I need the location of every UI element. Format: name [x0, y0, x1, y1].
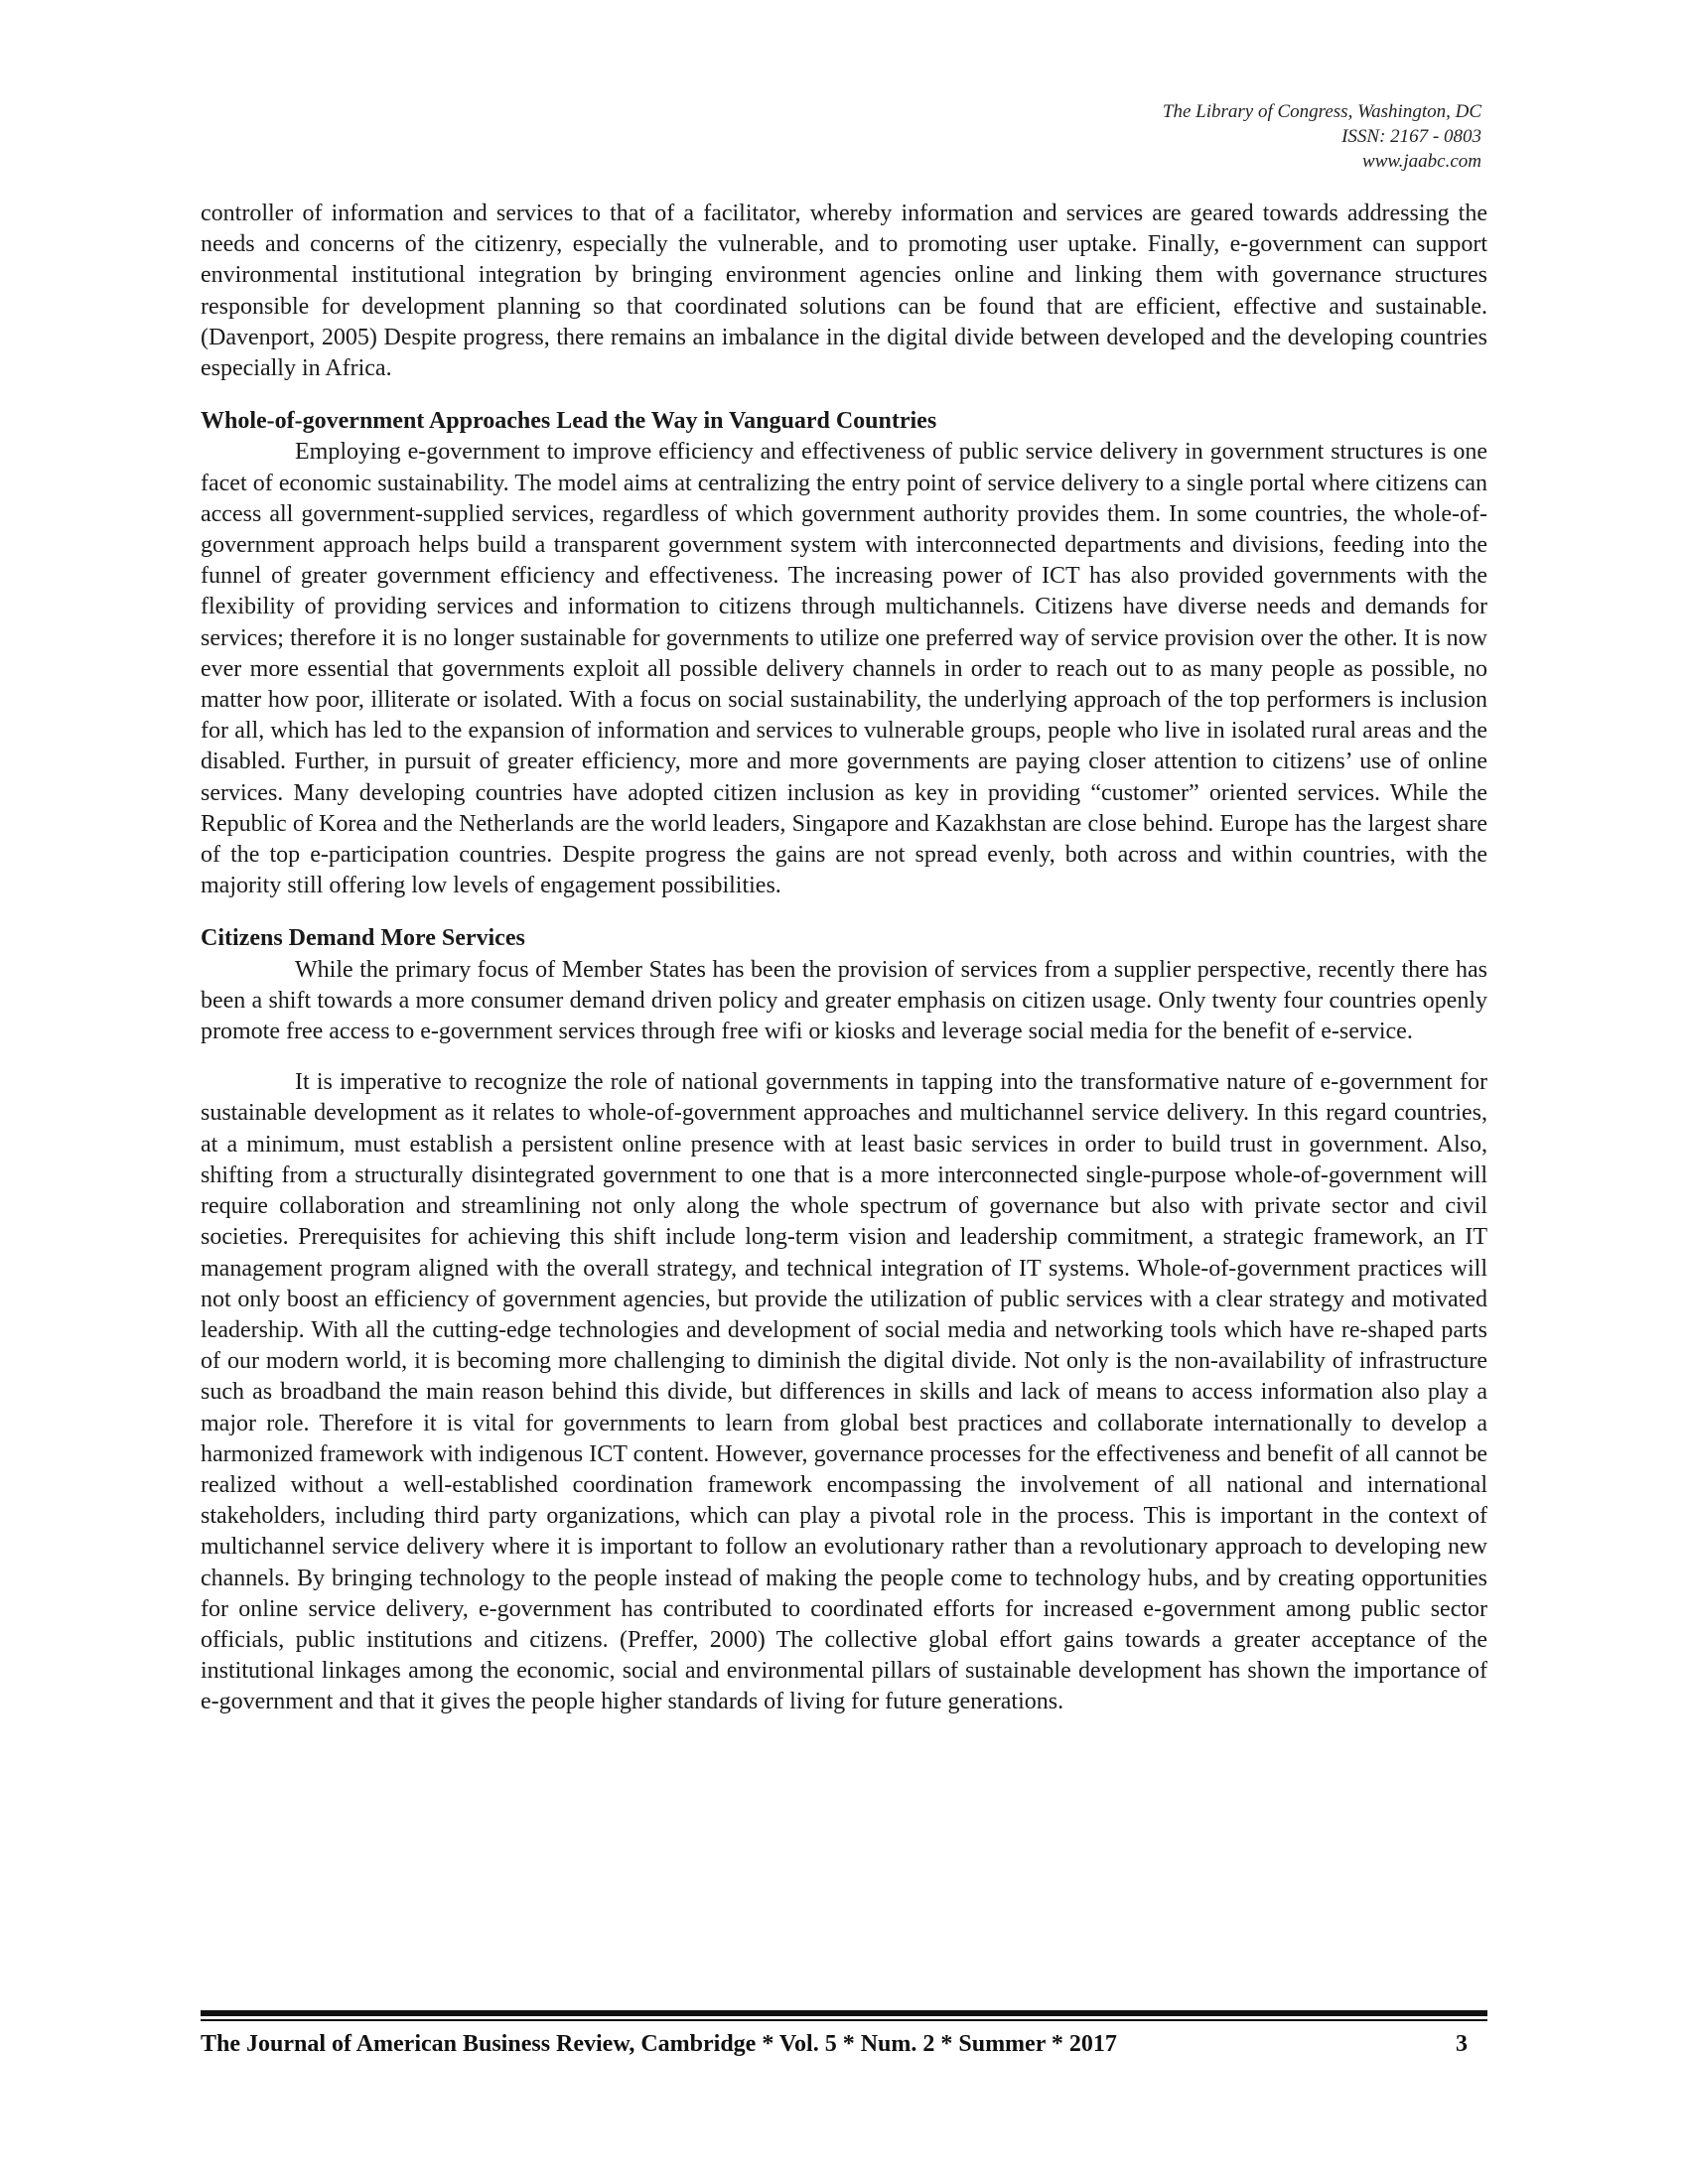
paragraph-national-governments: It is imperative to recognize the role of national governments in tapping into the transformative nature of e-government for sustainable development as it relates to whole-of-government approaches and multichannel service delivery. In this regard countries, at a minimum, must establish a persistent online presence with at least basic services in order to build trust in government. Also, shifting from a structurally disintegrated government to one that is a more interconnected single-purpose whole-of-government will require collaboration and streamlining not only along the whole spectrum of governance but also with private sector and civil societies. Prerequisites for achieving this shift include long-term vision and leadership commitment, a strategic framework, an IT management program aligned with the overall strategy, and technical integration of IT systems. Whole-of-government practices will not only boost an efficiency of government agencies, but provide the utilization of public services with a clear strategy and motivated leadership. With all the cutting-edge technologies and development of social media and networking tools which have re-shaped parts of our modern world, it is becoming more challenging to diminish the digital divide. Not only is the non-availability of infrastructure such as broadband the main reason behind this divide, but differences in skills and lack of means to access information also play a major role. Therefore it is vital for governments to learn from global best practices and collaborate internationally to develop a harmonized framework with indigenous ICT content. However, governance processes for the effectiveness and benefit of all cannot be realized without a well-established coordination framework encompassing the involvement of all national and international stakeholders, including third party organizations, which can play a pivotal role in the process. This is important in the context of multichannel service delivery where it is important to follow an evolutionary rather than a revolutionary approach to developing new channels. By bringing technology to the people instead of making the people come to technology hubs, and by creating opportunities for online service delivery, e-government has contributed to coordinated efforts for increased e-government among public sector officials, public institutions and citizens. (Preffer, 2000) The collective global effort gains towards a greater acceptance of the institutional linkages among the economic, social and environmental pillars of sustainable development has shown the importance of e-government and that it gives the people higher standards of living for future generations.: [201, 1069, 1487, 1715]
footer-rule-thin: [201, 2019, 1487, 2021]
page-number: 3: [1456, 2031, 1468, 2057]
paragraph-continued: controller of information and services to that of a facilitator, whereby information and services are geared towards addressing the needs and concerns of the citizenry, especially the vulnerable, and to promoting user uptake. Finally, e-government can support environmental institutional integration by bringing environment agencies online and linking them with governance structures responsible for development planning so that coordinated solutions can be found that are efficient, effective and sustainable. (Davenport, 2005) Despite progress, there remains an imbalance in the digital divide between developed and the developing countries especially in Africa.: [201, 201, 1487, 382]
running-header: [1163, 99, 1481, 174]
footer-journal-info: The Journal of American Business Review, Cambridge * Vol. 5 * Num. 2 * Summer * 2017: [201, 2031, 1117, 2057]
section-heading-whole-of-government: Whole-of-government Approaches Lead the Way in Vanguard Countries: [201, 408, 937, 435]
header-issn: ISSN: 2167 - 0803: [1341, 126, 1481, 147]
paragraph-citizens-demand: While the primary focus of Member States has been the provision of services from a supplier perspective, recently there has been a shift towards a more consumer demand driven policy and greater emphasis on citizen usage. Only twenty four countries openly promote free access to e-government services through free wifi or kiosks and leverage social media for the benefit of e-service.: [201, 956, 1487, 1045]
header-website: www.jaabc.com: [1362, 151, 1481, 172]
section-heading-citizens-demand: Citizens Demand More Services: [201, 925, 525, 952]
header-publisher: The Library of Congress, Washington, DC: [1162, 101, 1481, 122]
running-footer: [201, 2029, 1487, 2059]
article-body: [201, 199, 1487, 1718]
footer-rule-thick: [201, 2010, 1487, 2016]
paragraph-whole-of-government: Employing e-government to improve efficiency and effectiveness of public service delivery in government structures is one facet of economic sustainability. The model aims at centralizing the entry point of service delivery to a single portal where citizens can access all government-supplied services, regardless of which government authority provides them. In some countries, the whole-of-government approach helps build a transparent government system with interconnected departments and divisions, feeding into the funnel of greater government efficiency and effectiveness. The increasing power of ICT has also provided governments with the flexibility of providing services and information to citizens through multichannels. Citizens have diverse needs and demands for services; therefore it is no longer sustainable for governments to utilize one preferred way of service provision over the other. It is now ever more essential that governments exploit all possible delivery channels in order to reach out to as many people as possible, no matter how poor, illiterate or isolated. With a focus on social sustainability, the underlying approach of the top performers is inclusion for all, which has led to the expansion of information and services to vulnerable groups, people who live in isolated rural areas and the disabled. Further, in pursuit of greater efficiency, more and more governments are paying closer attention to citizens’ use of online services. Many developing countries have adopted citizen inclusion as key in providing “customer” oriented services. While the Republic of Korea and the Netherlands are the world leaders, Singapore and Kazakhstan are close behind. Europe has the largest share of the top e-participation countries. Despite progress the gains are not spread evenly, both across and within countries, with the majority still offering low levels of engagement possibilities.: [201, 439, 1487, 899]
